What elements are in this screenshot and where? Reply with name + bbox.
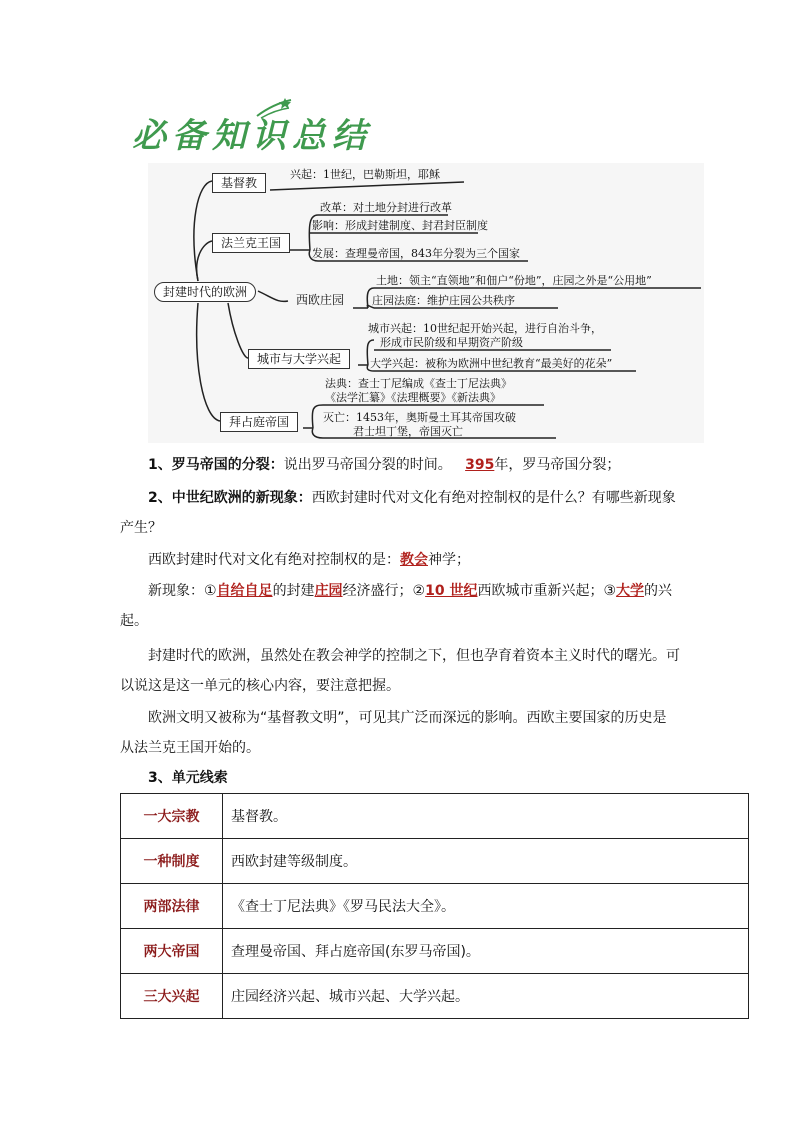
table-row: 两大帝国 查理曼帝国、拜占庭帝国(东罗马帝国)。 <box>121 929 749 974</box>
q1: 1、罗马帝国的分裂：说出罗马帝国分裂的时间。 395年，罗马帝国分裂； <box>148 457 621 473</box>
branch-cities-universities: 城市与大学兴起 <box>248 349 350 369</box>
branch-byzantine: 拜占庭帝国 <box>220 412 298 432</box>
unit-clues-table <box>120 793 749 1019</box>
a2-answer: 教会 <box>400 552 428 568</box>
table-row: 一种制度 西欧封建等级制度。 <box>121 839 749 884</box>
leaf-city-rise: 城市兴起：10世纪起开始兴起，进行自治斗争， <box>368 322 602 335</box>
leaf-byz-code: 法典：查士丁尼编成《查士丁尼法典》 <box>325 377 512 390</box>
mindmap-root: 封建时代的欧洲 <box>154 282 256 302</box>
table-row: 一大宗教 基督教。 <box>121 794 749 839</box>
section-3-heading: 3、单元线索 <box>148 770 228 786</box>
paragraph-civilization: 欧洲文明又被称为“基督教文明”，可见其广泛而深远的影响。西欧主要国家的历史是从法兰克王国开始的。 <box>120 710 667 756</box>
leaf-manor-court: 庄园法庭：维护庄园公共秩序 <box>372 294 515 307</box>
q2: 2、中世纪欧洲的新现象：西欧封建时代对文化有绝对控制权的是什么？有哪些新现象产生？ <box>120 490 676 536</box>
stars-decoration-icon <box>255 96 295 120</box>
leaf-manor-land: 土地：领主“直领地”和佃户“份地”，庄园之外是“公用地” <box>376 274 652 287</box>
table-row: 三大兴起 庄园经济兴起、城市兴起、大学兴起。 <box>121 974 749 1019</box>
mindmap <box>148 163 704 443</box>
leaf-byz-code2: 《法学汇纂》《法理概要》《新法典》 <box>325 391 501 404</box>
branch-christianity: 基督教 <box>212 173 266 193</box>
phenomena: 新现象：①自给自足的封建庄园经济盛行；②10 世纪西欧城市重新兴起；③大学的兴起。 <box>120 583 673 629</box>
branch-frankish: 法兰克王国 <box>212 233 290 253</box>
leaf-christianity-rise: 兴起：1世纪，巴勒斯坦，耶稣 <box>290 168 440 181</box>
a2: 西欧封建时代对文化有绝对控制权的是：教会神学； <box>148 552 470 568</box>
leaf-frankish-impact: 影响：形成封建制度、封君封臣制度 <box>312 219 488 232</box>
leaf-frankish-reform: 改革：对土地分封进行改革 <box>320 201 452 214</box>
branch-manor: 西欧庄园 <box>296 293 345 307</box>
page-title: 必备知识总结 <box>132 116 372 156</box>
leaf-byz-fall2: 君士坦丁堡，帝国灭亡 <box>353 425 463 438</box>
q1-answer: 395 <box>465 457 495 473</box>
leaf-city-class: 形成市民阶级和早期资产阶级 <box>380 336 523 349</box>
leaf-frankish-dev: 发展：查理曼帝国，843年分裂为三个国家 <box>312 247 520 260</box>
table-row: 两部法律 《查士丁尼法典》《罗马民法大全》。 <box>121 884 749 929</box>
paragraph-core: 封建时代的欧洲，虽然处在教会神学的控制之下，但也孕育着资本主义时代的曙光。可以说这是这一单元的核心内容，要注意把握。 <box>120 648 680 694</box>
leaf-university: 大学兴起：被称为欧洲中世纪教育“最美好的花朵” <box>370 357 613 370</box>
leaf-byz-fall: 灭亡：1453年，奥斯曼土耳其帝国攻破 <box>323 411 516 424</box>
